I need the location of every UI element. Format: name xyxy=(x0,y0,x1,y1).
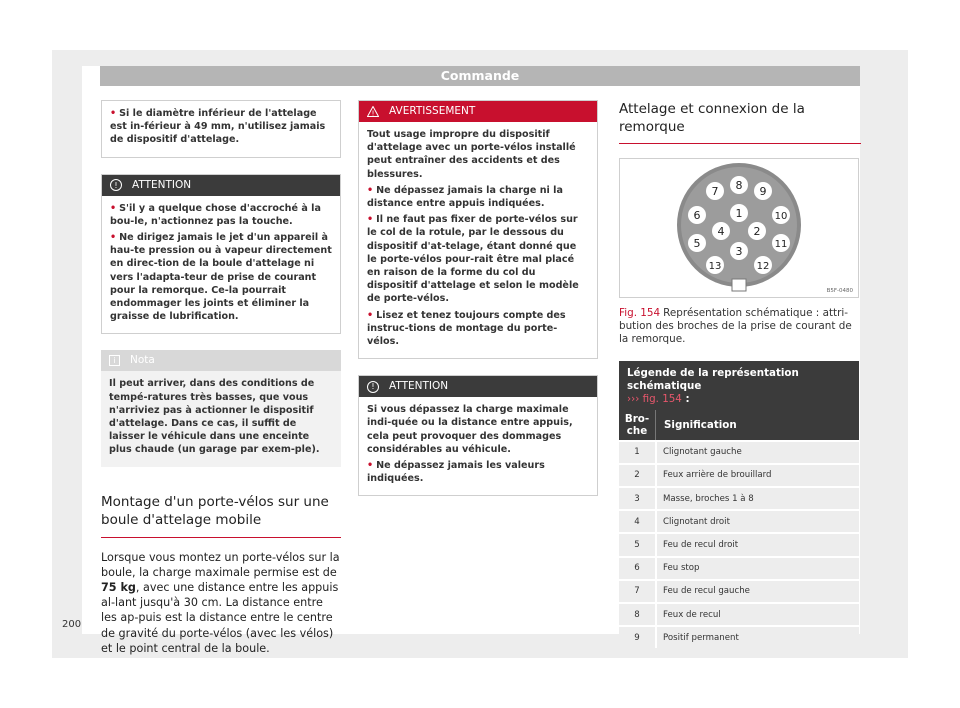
bullet-icon: • xyxy=(110,108,117,119)
attention-intro: Si vous dépassez la charge maximale indi-quée ou la distance entre appuis, cela peut provoquer des dommages considérables au véhicule. xyxy=(367,404,573,455)
pin-meaning: Feu stop xyxy=(655,558,859,579)
pin-number: 3 xyxy=(619,488,655,509)
pin-meaning: Clignotant gauche xyxy=(655,442,859,463)
pin-number: 9 xyxy=(619,627,655,648)
bullet-icon: • xyxy=(110,202,117,214)
svg-text:!: ! xyxy=(371,109,375,117)
info-square-icon: i xyxy=(109,355,120,366)
attention-box-2 xyxy=(358,375,598,496)
table-row xyxy=(619,556,859,579)
legend-header-row xyxy=(619,410,859,440)
info-circle-icon: ! xyxy=(110,179,122,191)
table-row xyxy=(619,509,859,532)
pin-number: 1 xyxy=(619,442,655,463)
pin-number: 6 xyxy=(619,558,655,579)
attention-title: ATTENTION xyxy=(132,178,192,191)
socket-pin-label: 12 xyxy=(756,261,770,272)
section-paragraph: Lorsque vous montez un porte-vélos sur la boule, la charge maximale permise est de 75 kg, avec une distance entre les appuis al-lant jusqu'à 30 cm. La distance entre les ap-puis est la distance entre le centre de gravité du porte-vélos (avec les vélos) et le point central de la boule. xyxy=(101,550,340,655)
bullet-icon: • xyxy=(110,232,117,244)
socket-pin-label: 4 xyxy=(717,225,725,238)
figure-number: Fig. 154 xyxy=(619,307,661,319)
socket-pin-label: 6 xyxy=(693,209,701,222)
pin-meaning: Feu de recul gauche xyxy=(655,581,859,602)
pin-meaning: Feux de recul xyxy=(655,604,859,625)
socket-diagram xyxy=(619,158,859,298)
table-row xyxy=(619,602,859,625)
pin-number: 2 xyxy=(619,465,655,486)
table-row xyxy=(619,440,859,463)
pin-number: 7 xyxy=(619,581,655,602)
socket-pin-label: 3 xyxy=(735,245,743,258)
socket-pin-label: 11 xyxy=(774,239,788,250)
legend-header-meaning: Signification xyxy=(655,410,859,440)
bullet-icon: • xyxy=(367,184,374,196)
pin-number: 5 xyxy=(619,534,655,555)
column-left xyxy=(101,100,341,656)
socket-pin-label: 2 xyxy=(753,225,761,238)
nota-header xyxy=(101,350,341,371)
legend-table xyxy=(619,361,859,649)
figure-code: B5F-0480 xyxy=(826,288,853,294)
figure-caption: Fig. 154 Représentation schématique : attri-bution des broches de la prise de courant de la remorque. xyxy=(619,307,852,346)
socket-pin-label: 13 xyxy=(708,261,722,272)
nota-title: Nota xyxy=(130,354,155,367)
info-circle-icon: ! xyxy=(367,381,379,393)
continued-warning-box xyxy=(101,100,341,158)
socket-pin-label: 7 xyxy=(711,185,719,198)
warning-item: Lisez et tenez toujours compte des instruc-tions de montage du porte-vélos. xyxy=(367,309,566,348)
warning-box xyxy=(358,100,598,359)
table-row xyxy=(619,486,859,509)
section-title-trailer: Attelage et connexion de la remorque xyxy=(619,100,861,144)
warning-header xyxy=(359,101,597,122)
socket-pin-label: 8 xyxy=(735,179,743,192)
warning-triangle-icon xyxy=(367,106,379,118)
nota-box xyxy=(101,350,341,466)
pin-meaning: Clignotant droit xyxy=(655,511,859,532)
pin-number: 8 xyxy=(619,604,655,625)
legend-title: Légende de la représentation schématique ››› fig. 154 : xyxy=(619,361,859,410)
legend-header-pin: Bro-che xyxy=(624,412,650,437)
socket-pin-label: 10 xyxy=(774,211,788,222)
socket-pin-layout xyxy=(620,159,858,297)
warning-title: AVERTISSEMENT xyxy=(389,104,476,117)
attention-item: Ne dirigez jamais le jet d'un appareil à hau-te pression ou à vapeur directement en direc-tion de la boule d'attelage ni vers l'adapta-teur de prise de courant pour la remorque. Ce-la pourrait endommager les joints et éliminer la graisse de lubrification. xyxy=(110,232,332,323)
page-number: 200 xyxy=(62,619,82,630)
table-row xyxy=(619,463,859,486)
attention-title: ATTENTION xyxy=(389,380,449,393)
figure-reference-link[interactable]: ››› fig. 154 xyxy=(627,392,682,405)
socket-pin-label: 1 xyxy=(735,207,743,220)
attention-item: Ne dépassez jamais les valeurs indiquées. xyxy=(367,460,545,485)
pin-number: 4 xyxy=(619,511,655,532)
warning-item: Ne dépassez jamais la charge ni la distance entre appuis indiquées. xyxy=(367,184,563,210)
bullet-icon: • xyxy=(367,460,374,472)
chapter-header: Commande xyxy=(100,66,860,86)
attention-box xyxy=(101,174,341,335)
bullet-text: Si le diamètre inférieur de l'attelage est in-férieur à 49 mm, n'utilisez jamais de dispositif d'attelage. xyxy=(110,108,326,146)
pin-meaning: Positif permanent xyxy=(655,627,859,648)
pin-meaning: Masse, broches 1 à 8 xyxy=(655,488,859,509)
table-row xyxy=(619,625,859,648)
socket-pin-label: 9 xyxy=(759,185,767,198)
bullet-icon: • xyxy=(367,214,374,226)
socket-pin-label: 5 xyxy=(693,237,701,250)
attention-item: S'il y a quelque chose d'accroché à la bou-le, n'actionnez pas la touche. xyxy=(110,202,321,227)
pin-meaning: Feu de recul droit xyxy=(655,534,859,555)
attention-header xyxy=(359,376,597,397)
column-right xyxy=(619,100,861,648)
bullet-icon: • xyxy=(367,309,374,321)
table-row xyxy=(619,579,859,602)
nota-text: Il peut arriver, dans des conditions de tempé-ratures très basses, que vous n'arriviez pas à actionner le dispositif d'attelage. Dans ce cas, il suffit de laisser le véhicule dans une enceinte plus chaude (un garage par exem-ple). xyxy=(109,378,320,456)
column-middle xyxy=(358,100,598,512)
section-title: Montage d'un porte-vélos sur une boule d'attelage mobile xyxy=(101,493,341,538)
max-load-value: 75 kg xyxy=(101,581,136,595)
attention-header xyxy=(102,175,340,196)
warning-item: Il ne faut pas fixer de porte-vélos sur le col de la rotule, par le dessous du dispositif d'at-telage, étant donné que le porte-vélos pour-rait être mal placé en raison de la forme du col du dispositif d'attelage et selon le modèle de porte-vélos. xyxy=(367,214,579,305)
pin-meaning: Feux arrière de brouillard xyxy=(655,465,859,486)
warning-intro: Tout usage impropre du dispositif d'attelage avec un porte-vélos installé peut entraîner des accidents et des blessures. xyxy=(367,129,576,180)
table-row xyxy=(619,532,859,555)
